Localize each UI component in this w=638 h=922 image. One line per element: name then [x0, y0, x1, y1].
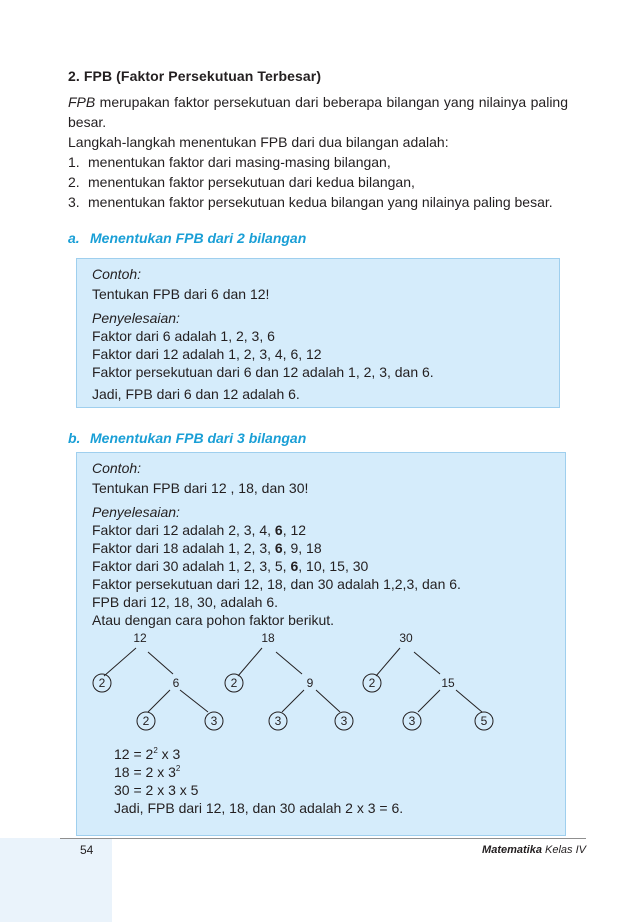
factor-line-text: , 9, 18	[282, 540, 322, 556]
example-a-question: Tentukan FPB dari 6 dan 12!	[92, 286, 270, 302]
prime-leaf: 2	[142, 714, 150, 728]
tree-root: 12	[133, 631, 147, 645]
example-a-line: Faktor dari 6 adalah 1, 2, 3, 6	[92, 328, 275, 344]
prime-leaf: 2	[230, 676, 238, 690]
prime-leaf: 2	[368, 676, 376, 690]
factor-line-text: , 10, 15, 30	[298, 558, 369, 574]
step-number: 3.	[68, 194, 80, 210]
step-number: 1.	[68, 154, 80, 170]
step-number: 2.	[68, 174, 80, 190]
tree-node: 9	[306, 676, 314, 690]
prime-factorization-12	[114, 746, 180, 762]
prime-leaf: 3	[274, 714, 282, 728]
fpb-line: FPB dari 12, 18, 30, adalah 6.	[92, 594, 279, 610]
tree-branch	[418, 690, 440, 712]
steps-intro: Langkah-langkah menentukan FPB dari dua bilangan adalah:	[68, 134, 449, 150]
prime-line-text: x 3	[157, 746, 181, 762]
example-b-question: Tentukan FPB dari 12 , 18, dan 30!	[92, 480, 309, 496]
tree-branch	[180, 690, 208, 712]
tree-branch	[238, 648, 262, 676]
tree-node: 6	[172, 676, 180, 690]
exponent: 2	[153, 746, 158, 755]
factor-highlight: 6	[290, 558, 299, 574]
tree-branch	[104, 648, 136, 676]
factor-line-text: Faktor dari 12 adalah 2, 3, 4,	[92, 522, 275, 538]
tree-branch	[148, 652, 173, 674]
example-a-solution-label: Penyelesaian:	[92, 310, 180, 326]
factor-highlight: 6	[274, 522, 283, 538]
factor-tree-12	[93, 631, 223, 730]
book-title	[482, 844, 586, 856]
prime-leaf: 3	[210, 714, 218, 728]
section-title: 2. FPB (Faktor Persekutuan Terbesar)	[68, 68, 322, 84]
common-factor-line: Faktor persekutuan dari 12, 18, dan 30 adalah 1,2,3, dan 6.	[92, 576, 461, 592]
prime-leaf: 3	[408, 714, 416, 728]
tree-root: 18	[261, 631, 275, 645]
example-a-line: Faktor dari 12 adalah 1, 2, 3, 4, 6, 12	[92, 346, 322, 362]
subsection-b-letter: b.	[68, 430, 81, 446]
prime-leaf: 2	[98, 676, 106, 690]
example-b-label: Contoh:	[92, 460, 142, 476]
tree-branch	[316, 690, 340, 712]
tree-branch	[376, 648, 400, 676]
book-grade: Kelas IV	[541, 844, 586, 856]
step-text: menentukan faktor dari masing-masing bilangan,	[88, 154, 391, 170]
prime-line-text: 18 = 2 x 3	[114, 764, 176, 780]
factor-line-text: , 12	[282, 522, 307, 538]
fpb-definition-rest: merupakan faktor persekutuan dari beberapa bilangan yang nilainya paling besar.	[68, 94, 568, 130]
subsection-b-title: Menentukan FPB dari 3 bilangan	[90, 430, 307, 446]
factor-tree-30	[363, 631, 493, 730]
prime-line-text: 30 = 2 x 3 x 5	[114, 782, 199, 798]
example-b-conclusion: Jadi, FPB dari 12, 18, dan 30 adalah 2 x 3 = 6.	[114, 800, 404, 816]
example-a-label: Contoh:	[92, 266, 142, 282]
step-text: menentukan faktor persekutuan dari kedua bilangan,	[88, 174, 415, 190]
tree-branch	[282, 690, 304, 712]
tree-root: 30	[399, 631, 413, 645]
factor-tree-18	[225, 631, 353, 730]
example-a-line: Faktor persekutuan dari 6 dan 12 adalah 1, 2, 3, dan 6.	[92, 364, 434, 380]
page-number: 54	[80, 843, 94, 857]
subsection-a-title: Menentukan FPB dari 2 bilangan	[90, 230, 307, 246]
tree-intro: Atau dengan cara pohon faktor berikut.	[92, 612, 335, 628]
tree-branch	[414, 652, 440, 674]
fpb-term: FPB	[68, 94, 96, 110]
prime-factorization-30	[114, 782, 198, 798]
example-b-solution-label: Penyelesaian:	[92, 504, 180, 520]
factor-line-text: Faktor dari 18 adalah 1, 2, 3,	[92, 540, 275, 556]
subsection-a-letter: a.	[68, 230, 80, 246]
factor-line-text: Faktor dari 30 adalah 1, 2, 3, 5,	[92, 558, 291, 574]
example-a-conclusion: Jadi, FPB dari 6 dan 12 adalah 6.	[92, 386, 300, 402]
factor-highlight: 6	[274, 540, 283, 556]
prime-line-text: 12 = 2	[114, 746, 154, 762]
tree-node: 15	[441, 676, 455, 690]
footer-divider	[60, 838, 586, 839]
tree-branch	[456, 690, 482, 712]
prime-leaf: 3	[340, 714, 348, 728]
tree-branch	[148, 690, 170, 712]
exponent: 2	[175, 764, 181, 773]
step-text: menentukan faktor persekutuan kedua bilangan yang nilainya paling besar.	[88, 194, 553, 210]
book-subject: Matematika	[482, 844, 542, 856]
prime-factorization-18	[114, 764, 180, 780]
tree-branch	[276, 652, 302, 674]
prime-leaf: 5	[480, 714, 488, 728]
